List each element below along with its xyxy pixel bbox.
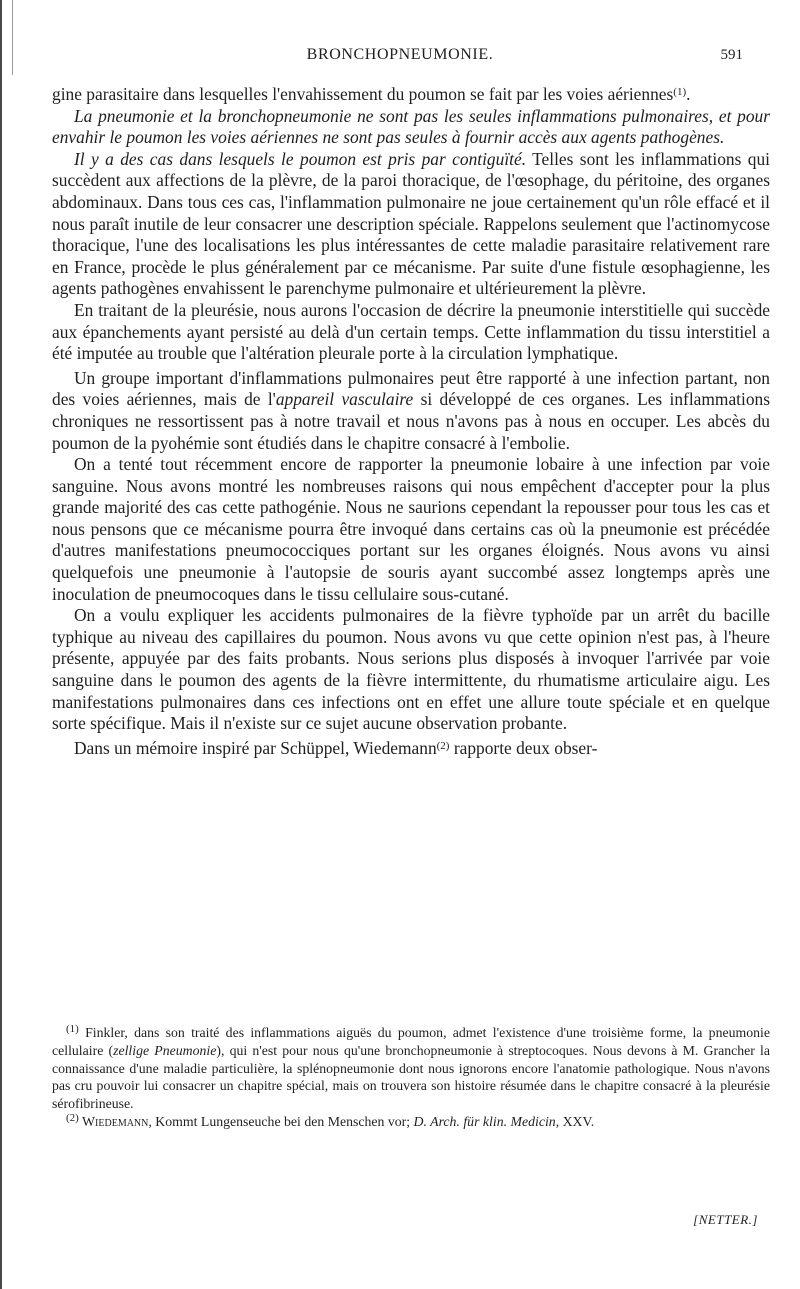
paragraph-5-text-before: Un groupe important d'inflammations pulmonaires peut être rapporté à une infection partant, non des voies aériennes, mais de l' xyxy=(52,367,770,410)
paragraph-1-text: gine parasitaire dans lesquelles l'envahissement du poumon se fait par les voies aériennes xyxy=(52,84,674,104)
footnote-1 xyxy=(52,1024,770,1113)
paragraph-2-text: La pneumonie et la bronchopneumonie ne sont pas les seules inflammations pulmonaires, et pour envahir le poumon les voies aériennes ne sont pas seules à fournir accès aux agents pathogènes. xyxy=(52,105,770,148)
footnote-ref-2: (2) xyxy=(436,739,450,752)
footnote-1-italic: zellige Pneumonie xyxy=(113,1042,217,1058)
paragraph-8 xyxy=(52,738,770,760)
paragraph-2 xyxy=(52,106,770,149)
paragraph-8-text-before: Dans un mémoire inspiré par Schüppel, Wiedemann xyxy=(74,737,437,758)
page-header xyxy=(0,46,800,70)
page-number: 591 xyxy=(720,47,743,63)
footnote-2-italic: D. Arch. für klin. Medicin, xyxy=(413,1113,560,1129)
footnote-2-author: Wiedemann, xyxy=(78,1113,152,1129)
paragraph-4-text: En traitant de la pleurésie, nous aurons l'occasion de décrire la pneumonie interstitielle qui succède aux épanchements ayant persisté au delà d'un certain temps. Cette inflammation du tissu interstitiel a été imputée au trouble que l'altération pleurale porte à la circulation lymphatique. xyxy=(52,299,770,364)
paragraph-3-text: Telles sont les inflammations qui succèdent aux affections de la plèvre, de la paroi thoracique, de l'œsophage, du péritoine, des organes abdominaux. Dans tous ces cas, l'inflammation pulmonaire ne joue certainement qu'un rôle effacé et il nous paraît inutile de leur consacrer une description spéciale. Rappelons seulement que l'actinomycose thoracique, l'une des localisations les plus intéressantes de cette maladie parasitaire relativement rare en France, procède le plus généralement par ce mécanisme. Par suite d'une fistule œsophagienne, les agents pathogènes envahissent le parenchyme pulmonaire et ultérieurement la plèvre. xyxy=(52,148,770,299)
footnotes xyxy=(52,1024,770,1131)
paragraph-1-end: . xyxy=(686,84,691,104)
footnote-ref-1: (1) xyxy=(673,86,687,98)
paragraph-5-text-after: si développé de ces organes. Les inflammations chroniques ne ressortissent pas à notre travail et nous n'avons pas à nous en occuper. Les abcès du poumon de la pyohémie sont étudiés dans le chapitre consacré à l'embolie. xyxy=(52,389,770,453)
running-head: BRONCHOPNEUMONIE. xyxy=(306,46,494,63)
paragraph-6-text: On a tenté tout récemment encore de rapporter la pneumonie lobaire à une infection par voie sanguine. Nous avons montré les nombreuses raisons qui nous empêchent d'accepter pour la plus grande majorité des cas cette pathogénie. Nous ne saurions cependant la repousser pour tous les cas et nous pensons que ce mécanisme pourra être invoqué dans certains cas où la pneumonie est précédée d'autres manifestations pneumococciques portant sur les organes éloignés. Nous avons vu ainsi quelquefois une pneumonie à l'autopsie de souris ayant succombé assez longtemps après une inoculation de pneumocoques dans le tissu cellulaire sous-cutané. xyxy=(52,454,770,604)
body-text xyxy=(52,84,770,759)
footnote-2-marker: (2) xyxy=(66,1111,79,1124)
paragraph-3 xyxy=(52,149,770,300)
footnote-2 xyxy=(52,1113,770,1131)
paragraph-3-italic-lead: Il y a des cas dans lesquels le poumon est pris par contiguïté. xyxy=(74,148,527,169)
paragraph-6 xyxy=(52,454,770,605)
paragraph-1 xyxy=(52,84,770,106)
footnote-2-text-before: Kommt Lungenseuche bei den Menschen vor; xyxy=(151,1113,414,1129)
footnote-1-marker: (1) xyxy=(66,1023,79,1035)
footnote-1-text-after: ), qui n'est pour nous qu'une bronchopneumonie à streptocoques. Nous devons à M. Grancher la connaissance d'une maladie particulière, la splénopneumonie dont nous ignorons encore l'anatomie pathologique. Nous n'avons pas cru pouvoir lui consacrer un chapitre spécial, mais on trouvera son histoire résumée dans le chapitre consacré à la pleurésie sérofibrineuse. xyxy=(52,1042,770,1112)
footnote-1-text-before: Finkler, dans son traité des inflammations aiguës du poumon, admet l'existence d'une troisième forme, la pneumonie cellulaire ( xyxy=(52,1025,770,1058)
paragraph-7 xyxy=(52,605,770,735)
paragraph-5 xyxy=(52,368,770,454)
page-binding-edge xyxy=(0,0,2,1289)
paragraph-8-text-after: rapporte deux obser- xyxy=(449,737,598,758)
paragraph-7-text: On a voulu expliquer les accidents pulmonaires de la fièvre typhoïde par un arrêt du bacille typhique au niveau des capillaires du poumon. Nous avons vu que cette opinion n'est pas, à l'heure présente, appuyée par des faits probants. Nous serions plus disposés à invoquer l'arrivée par voie sanguine dans le poumon des agents de la fièvre intermittente, du rhumatisme articulaire aigu. Les manifestations pulmonaires dans ces infections ont en effet une allure toute spéciale et en quelque sorte spécifique. Mais il n'existe sur ce sujet aucune observation probante. xyxy=(52,605,770,734)
paragraph-5-italic: appareil vasculaire xyxy=(275,389,414,410)
footnote-2-text-after: XXV. xyxy=(559,1113,595,1129)
paragraph-4 xyxy=(52,300,770,365)
author-signature: [NETTER.] xyxy=(693,1212,758,1227)
